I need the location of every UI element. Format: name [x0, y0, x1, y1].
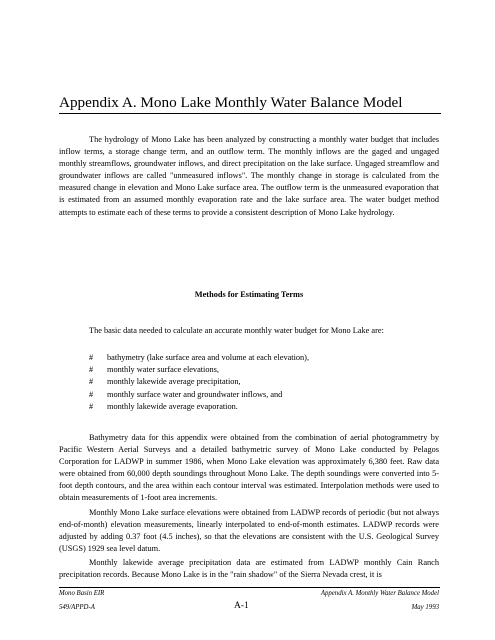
list-item [89, 401, 439, 413]
intro-paragraph: The hydrology of Mono Lake has been analyzed by constructing a monthly water budget that includes inflow terms, a storage change term, and an outflow term. The monthly inflows are the gaged and ungaged monthly streamflows, groundwater inflows, and direct precipitation on the lake surface. Ungaged streamflow and groundwater inflows are called "unmeasured inflows". The monthly change in storage is calculated from the measured change in elevation and Mono Lake surface area. The outflow term is the unmeasured evaporation that is estimated from an assumed monthly evaporation rate and the lake surface area. The water budget method attempts to estimate each of these terms to provide a consistent description of Mono Lake hydrology. [59, 135, 439, 217]
footer-file-code: 549/APPD-A [59, 604, 95, 611]
bullet-mark: # [89, 389, 94, 399]
list-item [89, 364, 439, 376]
list-item [89, 389, 439, 401]
footer-rule [59, 587, 440, 588]
footer-document-name: Mono Basin EIR [59, 590, 105, 597]
bullet-mark: # [89, 377, 94, 387]
bullet-mark: # [89, 401, 94, 411]
list-item-text: monthly surface water and groundwater inflows, and [107, 389, 283, 399]
precipitation-paragraph: Monthly lakewide average precipitation data are estimated from LADWP monthly Cain Ranch precipitation records. Because Mono Lake is in the "rain shadow" of the Sierra Nevada crest, it is [59, 558, 439, 580]
basic-data-intro: The basic data needed to calculate an accurate monthly water budget for Mono Lake are: [89, 326, 384, 335]
page-number: A-1 [234, 601, 249, 611]
footer-date: May 1993 [411, 604, 439, 611]
basic-data-list [89, 352, 439, 413]
list-item [89, 376, 439, 388]
list-item-text: monthly lakewide average precipitation, [107, 377, 241, 387]
elevation-paragraph: Monthly Mono Lake surface elevations were obtained from LADWP records of periodic (but not always end-of-month) elevation measurements, linearly interpolated to end-of-month estimates. LADWP records were adjusted by adding 0.37 foot (4.5 inches), so that the elevations are consistent with the U.S. Geological Survey (USGS) 1929 sea level datum. [59, 508, 439, 554]
bathymetry-paragraph: Bathymetry data for this appendix were obtained from the combination of aerial photogrammetry by Pacific Western Aerial Surveys and a detailed bathymetric survey of Mono Lake conducted by Pelagos Corporation for LADWP in summer 1986, when Mono Lake elevation was approximately 6,380 feet. Raw data were obtained from 60,000 depth soundings throughout Mono Lake. The depth soundings were converted into 5-foot depth contours, and the area within each contour interval was estimated. Interpolation methods were used to obtain measurements of 1-foot area increments. [59, 433, 439, 503]
section-heading: Methods for Estimating Terms [194, 290, 304, 299]
bullet-mark: # [89, 365, 94, 375]
list-item [89, 352, 439, 364]
footer-section-name: Appendix A. Monthly Water Balance Model [320, 590, 439, 597]
page-title: Appendix A. Mono Lake Monthly Water Balance Model [59, 94, 441, 114]
bullet-mark: # [89, 353, 94, 362]
list-item-text: bathymetry (lake surface area and volume at each elevation), [107, 353, 310, 362]
list-item-text: monthly water surface elevations, [107, 365, 219, 375]
list-item-text: monthly lakewide average evaporation. [107, 401, 238, 411]
